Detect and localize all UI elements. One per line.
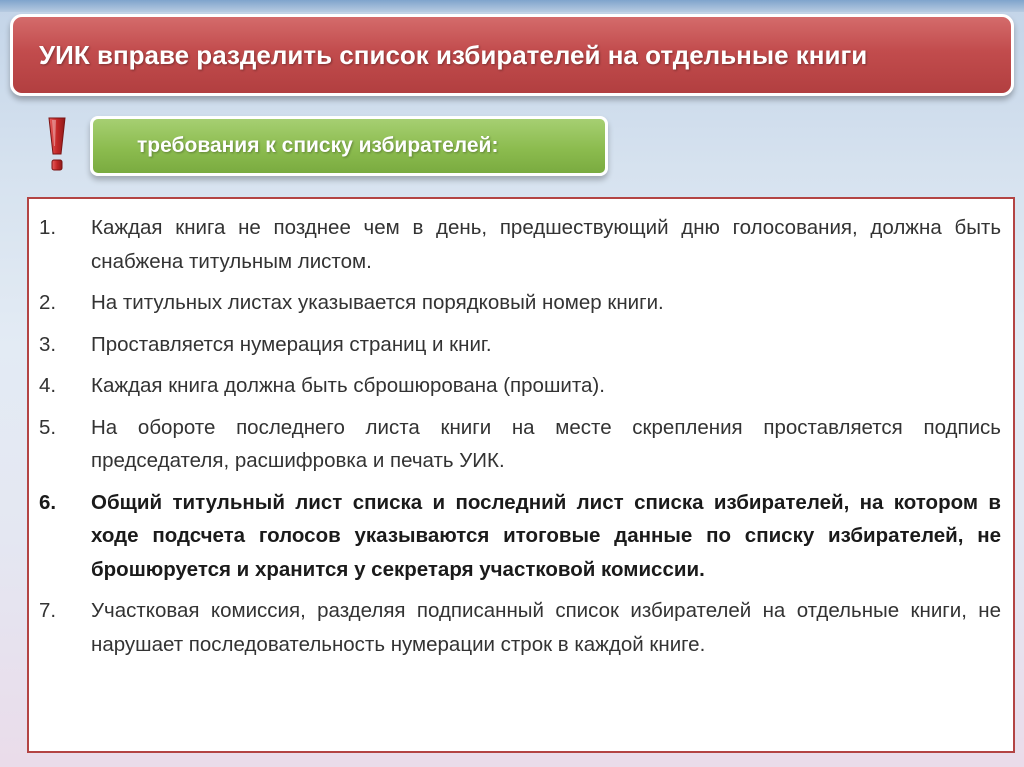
subtitle-text: требования к списку избирателей: [137,134,499,157]
list-item-text: Каждая книга не позднее чем в день, предшествующий дню голосования, должна быть снабжена титульным листом. [91,216,1001,273]
requirements-list-box [27,197,1015,753]
slide-title-banner [10,14,1014,96]
list-item-number: 5. [39,415,57,439]
list-item-number: 1. [39,216,57,239]
list-item [39,211,1001,278]
list-item [39,594,1001,661]
list-item [39,369,1001,403]
list-item [39,286,1001,320]
list-item [39,328,1001,362]
list-item-number: 4. [39,374,57,397]
list-item-text: Проставляется нумерация страниц и книг. [91,332,492,356]
list-item-text: Каждая книга должна быть сброшюрована (прошита). [91,374,605,397]
exclamation-icon [44,116,70,174]
list-item-number: 3. [39,332,57,356]
list-item-highlighted [39,486,1001,587]
list-item-text: Участковая комиссия, разделяя подписанный список избирателей на отдельные книги, не нарушает последовательность нумерации строк в каждой книге. [91,599,1001,656]
list-item-text: Общий титульный лист списка и последний лист списка избирателей, на котором в ходе подсчета голосов указываются итоговые данные по списку избирателей, не брошюруется и хранится у секретаря участковой комиссии. [91,490,1001,581]
top-decor-strip [0,0,1024,12]
subtitle-banner [90,116,608,176]
list-item-text: На обороте последнего листа книги на месте скрепления проставляется подпись председателя, расшифровка и печать УИК. [91,415,1001,472]
slide-title: УИК вправе разделить список избирателей на отдельные книги [39,39,868,70]
list-item-number: 2. [39,291,57,314]
list-item-number: 6. [39,490,57,514]
list-item-number: 7. [39,599,57,622]
list-item-text: На титульных листах указывается порядковый номер книги. [91,291,664,314]
list-item [39,411,1001,478]
requirements-list [39,211,1001,661]
